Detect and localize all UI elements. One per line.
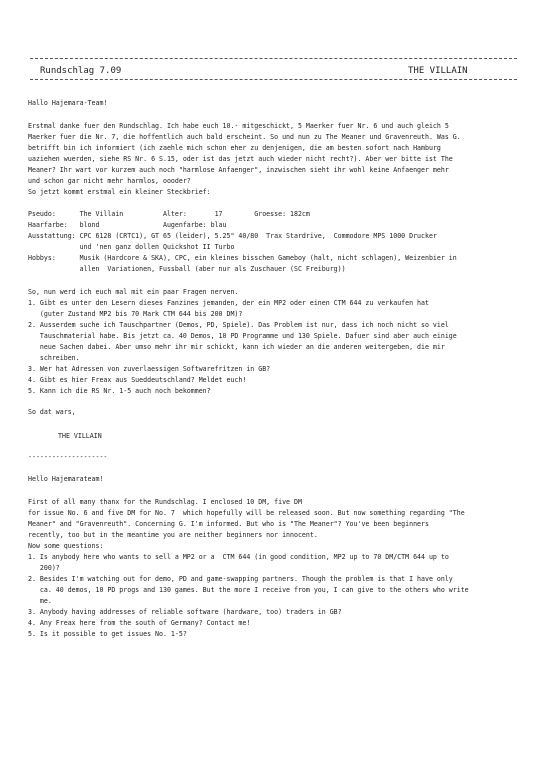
english-greeting: Hello Hajemarateam! xyxy=(28,475,104,483)
list-item: neue Sachen dabei. Aber umso mehr ihr mir schickt, kann ich wieder an die anderen weitergeben, die mir xyxy=(28,343,445,351)
list-item: 3. Anybody having addresses of reliable software (hardware, too) traders in GB? xyxy=(28,608,342,616)
text-line: recently, too but in the meantime you are neither beginners nor innocent. xyxy=(28,531,318,539)
list-item: 4. Any Freax here from the south of Germany? Contact me! xyxy=(28,619,251,627)
text-line: Now some questions: xyxy=(28,542,104,550)
text-line: und schon gar nicht mehr harmlos, oooder? xyxy=(28,177,191,185)
german-greeting: Hallo Hajemara-Team! xyxy=(28,99,108,107)
text-line: So jetzt kommt erstmal ein kleiner Steckbrief: xyxy=(28,188,211,196)
list-item: 5. Is it possible to get issues No. 1-5? xyxy=(28,630,187,638)
header-top-rule xyxy=(30,58,517,59)
text-line: betrifft bin ich informiert (ich zaehle mich schon eher zu denjenigen, die am besten sofort nach Hamburg xyxy=(28,144,441,152)
header-title-right: THE VILLAIN xyxy=(408,66,468,76)
profile-line: Ausstattung: CPC 6128 (CRTC1), GT 65 (leider), 5.25" 40/80 Trax Stardrive, Commodore MPS 1000 Drucker xyxy=(28,232,437,240)
list-item: 1. Is anybody here who wants to sell a MP2 or a CTM 644 (in good condition, MP2 up to 70 DM/CTM 644 up to xyxy=(28,553,449,561)
list-item: 200)? xyxy=(28,564,60,572)
header-title-left: Rundschlag 7.09 xyxy=(40,66,122,76)
list-item: 3. Wer hat Adressen von zuverlaessigen Softwarefritzen in GB? xyxy=(28,365,271,373)
list-item: me. xyxy=(28,597,52,605)
list-item: (guter Zustand MP2 bis 70 Mark CTM 644 bis 200 DM)? xyxy=(28,310,243,318)
list-item: 2. Besides I'm watching out for demo, PD and game-swapping partners. Though the problem is that I have only xyxy=(28,575,453,583)
profile-line: und 'nen ganz dollen Quickshot II Turbo xyxy=(28,243,235,251)
list-item: 2. Ausserdem suche ich Tauschpartner (Demos, PD, Spiele). Das Problem ist nur, dass ich noch nicht so viel xyxy=(28,321,449,329)
text-line: Meaner" and "Gravenreuth". Concerning G. I'm informed. But who is "The Meaner"? You've been beginners xyxy=(28,520,429,528)
profile-line: Hobbys: Musik (Hardcore & SKA), CPC, ein kleines bisschen Gameboy (halt, nicht schlagen), Weizenbier in xyxy=(28,254,457,262)
text-line: Erstmal danke fuer den Rundschlag. Ich habe euch 10.- mitgeschickt, 5 Maerker fuer Nr. 6 und auch gleich 5 xyxy=(28,122,449,130)
text-line: for issue No. 6 and five DM for No. 7 which hopefully will be released soon. But now something regarding "The xyxy=(28,509,465,517)
profile-line: Haarfarbe: blond Augenfarbe: blau xyxy=(28,221,227,229)
header-bottom-rule xyxy=(30,79,517,80)
list-item: 4. Gibt es hier Freax aus Sueddeutschland? Meldet euch! xyxy=(28,376,247,384)
list-item: 5. Kann ich die RS Nr. 1-5 auch noch bekommen? xyxy=(28,387,211,395)
profile-line: Pseudo: The Villain Alter: 17 Groesse: 182cm xyxy=(28,210,310,218)
list-item: 1. Gibt es unter den Lesern dieses Fanzines jemanden, der ein MP2 oder einen CTM 644 zu verkaufen hat xyxy=(28,299,429,307)
text-line: uaziehen wuerden, siehe RS Nr. 6 S.15, oder ist das jetzt auch wieder nicht recht?). Aber wer bitte ist The xyxy=(28,155,453,163)
text-line: Meaner? Ihr wart vor kurzem auch noch "harmlose Anfaenger", inzwischen sieht ihr wohl keine Anfaenger mehr xyxy=(28,166,449,174)
text-line: So, nun werd ich euch mal mit ein paar Fragen nerven. xyxy=(28,288,239,296)
list-item: ca. 40 demos, 10 PD progs and 130 games. But the more I receive from you, I can give to the others who write xyxy=(28,586,469,594)
german-closing: So dat wars, xyxy=(28,408,76,416)
german-signature: THE VILLAIN xyxy=(58,432,102,440)
text-line: First of all many thanx for the Rundschlag. I enclosed 10 DM, five DM xyxy=(28,498,302,506)
profile-line: allen Variationen, Fussball (aber nur als Zuschauer (SC Freiburg)) xyxy=(28,265,346,273)
list-item: Tauschmaterial habe. Bis jetzt ca. 40 Demos, 10 PD Programme und 130 Spiele. Dafuer sind aber auch einige xyxy=(28,332,457,340)
text-line: Maerker fuer die Nr. 7, die hoffentlich auch bald erscheint. So und nun zu The Meaner und Gravenreuth. Was G. xyxy=(28,133,461,141)
section-separator: -------------------- xyxy=(28,453,108,461)
list-item: schreiben. xyxy=(28,354,80,362)
